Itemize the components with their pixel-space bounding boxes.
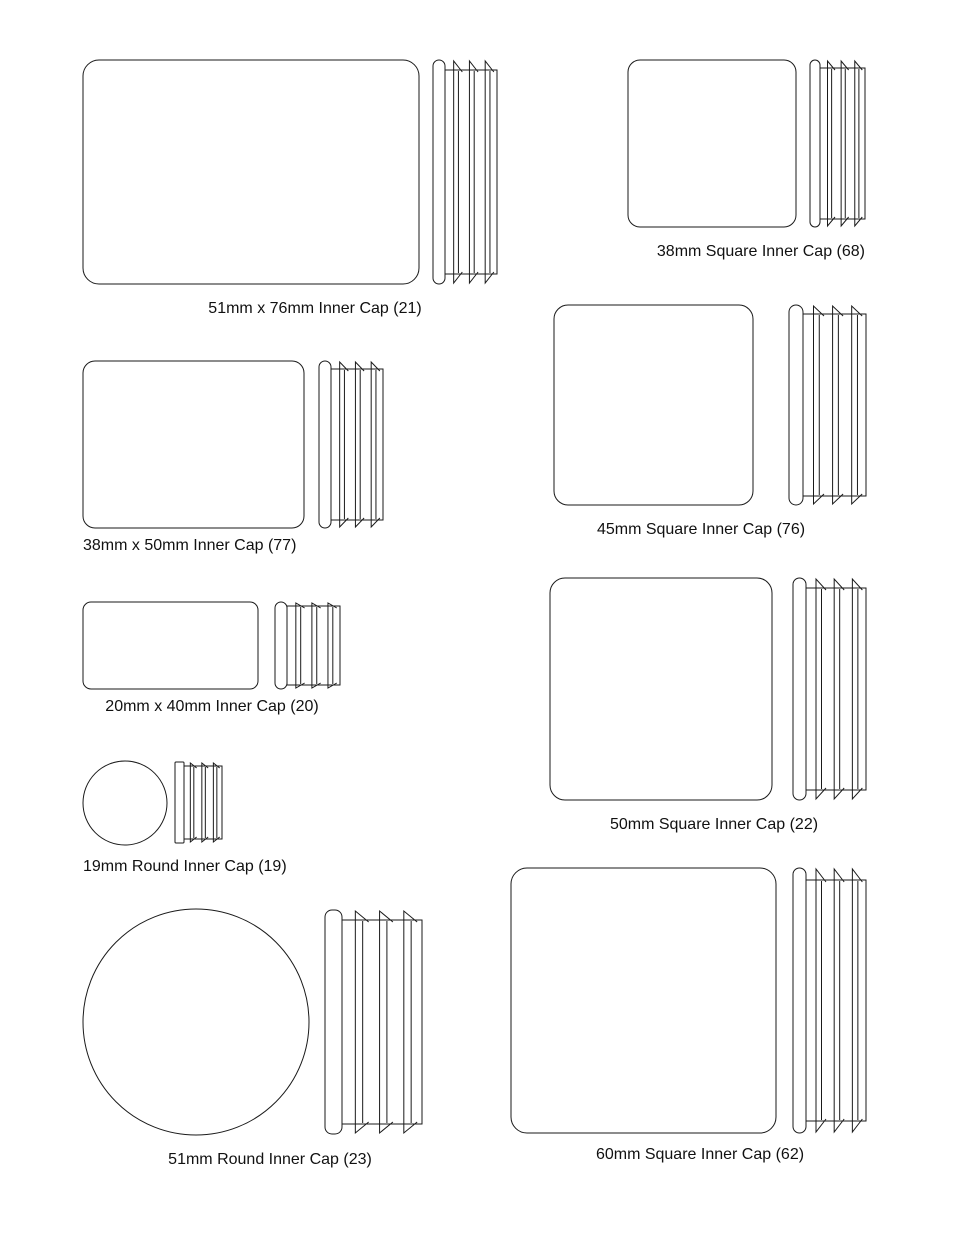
cap-head-flange [810, 60, 820, 227]
part-23 [83, 909, 422, 1168]
part-23-top-view [83, 909, 309, 1135]
part-23-label: 51mm Round Inner Cap (23) [168, 1151, 372, 1168]
cap-body [287, 606, 340, 685]
cap-head-flange [275, 602, 287, 689]
cap-body [184, 766, 222, 839]
part-77-side-view [319, 361, 383, 528]
part-21-side-view [433, 60, 497, 284]
part-62-top-view [511, 868, 776, 1133]
cap-head-flange [175, 762, 184, 843]
part-22 [550, 578, 866, 833]
part-21-label: 51mm x 76mm Inner Cap (21) [208, 300, 422, 317]
cap-fin-bottom [371, 518, 380, 527]
cap-body [445, 70, 497, 274]
cap-body [803, 314, 866, 496]
part-77-label: 38mm x 50mm Inner Cap (77) [83, 537, 297, 554]
cap-fin-top [841, 61, 849, 70]
cap-fin-top [828, 61, 836, 70]
cap-fin-bottom [340, 518, 349, 527]
part-77 [83, 361, 383, 554]
cap-fin-top [340, 362, 349, 371]
cap-fin-bottom [355, 518, 364, 527]
part-21 [83, 60, 497, 317]
cap-body [806, 588, 866, 790]
cap-fin-top [371, 362, 380, 371]
part-62-label: 60mm Square Inner Cap (62) [595, 1146, 805, 1163]
part-20-label: 20mm x 40mm Inner Cap (20) [105, 698, 319, 715]
cap-fin-top [355, 362, 364, 371]
cap-head-flange [793, 578, 806, 800]
part-20-top-view [83, 602, 258, 689]
cap-fin-bottom [828, 217, 836, 226]
cap-body [806, 880, 866, 1121]
cap-fin-top [855, 61, 863, 70]
part-68-side-view [810, 60, 865, 227]
cap-head-flange [325, 910, 342, 1134]
cap-fin-bottom [841, 217, 849, 226]
part-21-top-view [83, 60, 419, 284]
part-76-label: 45mm Square Inner Cap (76) [596, 521, 806, 538]
part-22-top-view [550, 578, 772, 800]
part-62-side-view [793, 868, 866, 1133]
cap-body [331, 369, 383, 520]
cap-head-flange [319, 361, 331, 528]
part-76-side-view [789, 305, 866, 505]
part-62 [511, 868, 866, 1163]
part-23-side-view [325, 910, 422, 1134]
cap-body [820, 68, 865, 219]
part-76 [554, 305, 866, 538]
part-20-side-view [275, 602, 340, 689]
cap-head-flange [793, 868, 806, 1133]
part-19-top-view [83, 761, 167, 845]
cap-head-flange [789, 305, 803, 505]
cap-body [342, 920, 422, 1124]
part-68 [628, 60, 865, 260]
cap-head-flange [433, 60, 445, 284]
part-68-label: 38mm Square Inner Cap (68) [656, 243, 865, 260]
part-19 [83, 761, 287, 875]
part-19-label: 19mm Round Inner Cap (19) [83, 858, 287, 875]
part-22-side-view [793, 578, 866, 800]
part-22-label: 50mm Square Inner Cap (22) [609, 816, 819, 833]
cap-fin-bottom [855, 217, 863, 226]
part-77-top-view [83, 361, 304, 528]
part-19-side-view [175, 762, 222, 843]
part-20 [83, 602, 340, 715]
part-68-top-view [628, 60, 796, 227]
part-76-top-view [554, 305, 753, 505]
